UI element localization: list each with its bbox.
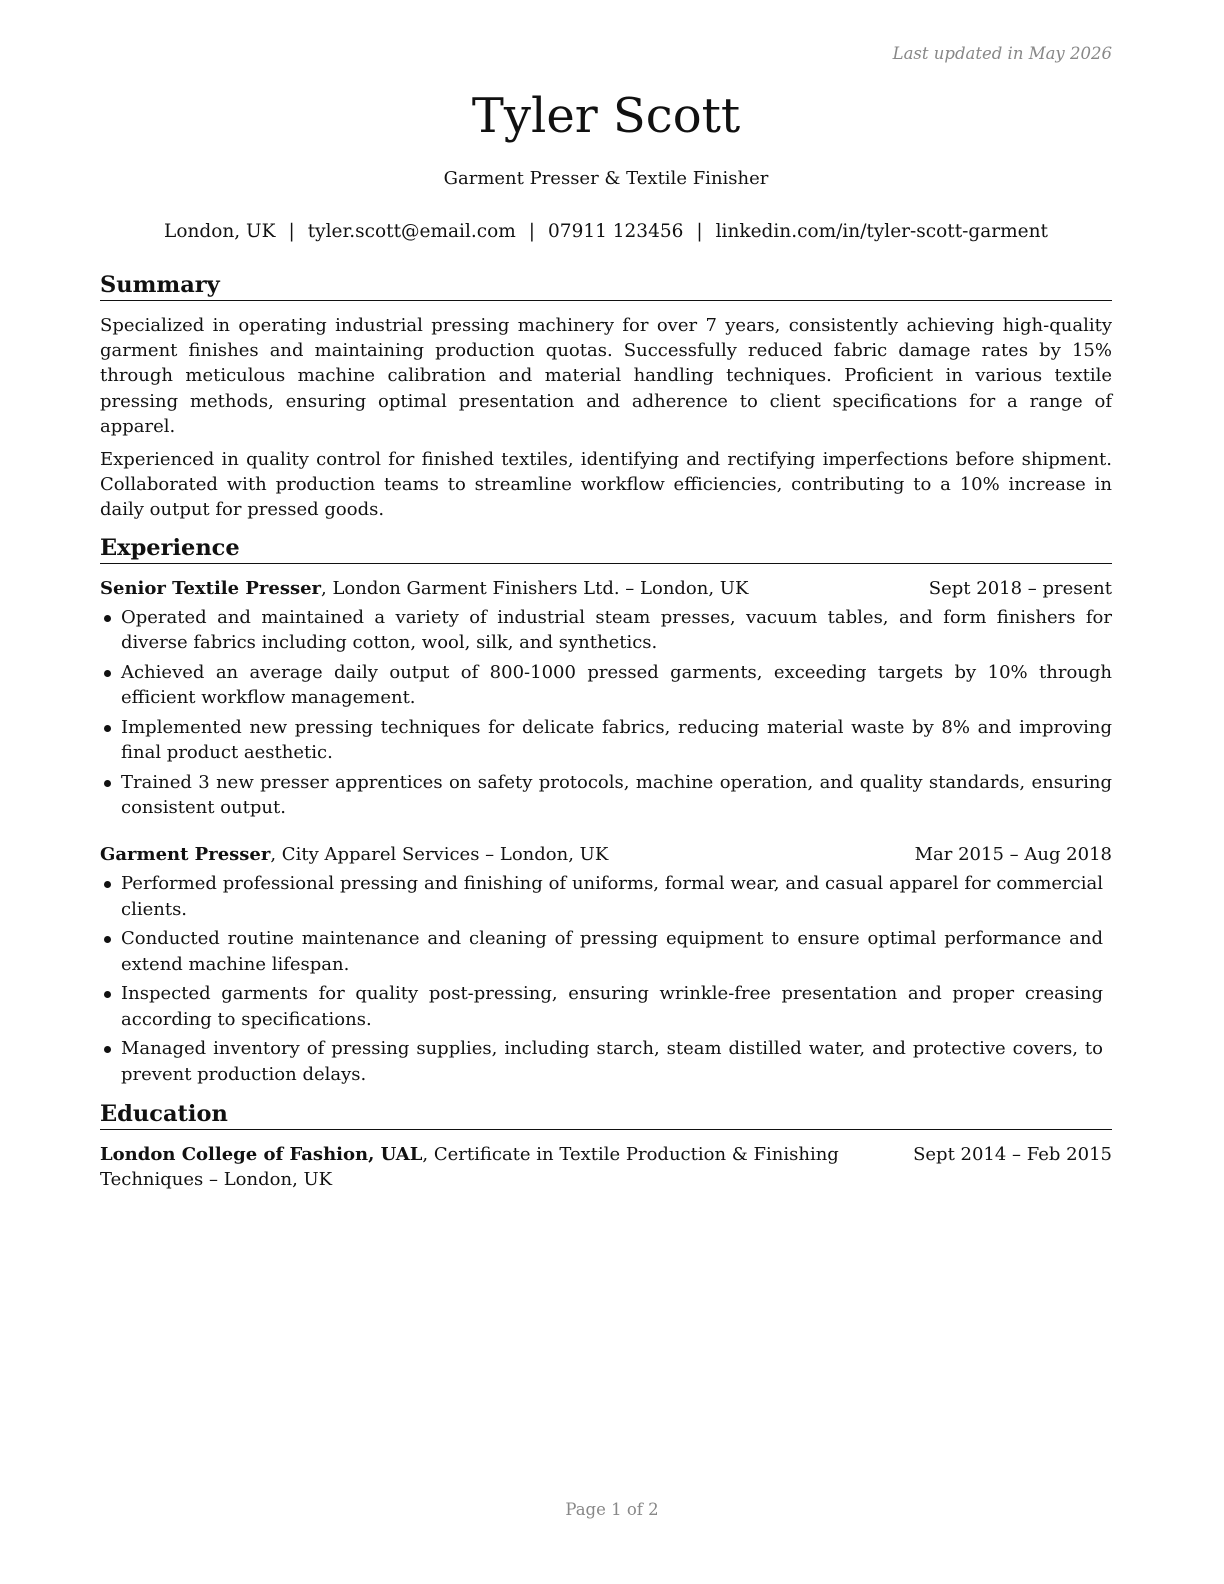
bullet-icon	[104, 881, 111, 888]
summary-paragraph: Specialized in operating industrial pressing machinery for over 7 years, consistently achieving high-quality garment finishes and maintaining production quotas. Successfully reduced fabric damage rates by 15% through meticulous machine calibration and material handling techniques. Proficient in various textile pressing methods, ensuring optimal presentation and adherence to client specifications for a range of apparel.	[100, 315, 1112, 437]
experience-section	[100, 533, 1112, 1087]
bullet-text: Inspected garments for quality post-pressing, ensuring wrinkle-free presentation and proper creasing according to specifications.	[121, 983, 1103, 1030]
contact-separator: |	[288, 221, 295, 242]
job-header	[100, 576, 1112, 601]
list-item	[100, 605, 1112, 655]
job-dates: Mar 2015 – Aug 2018	[914, 844, 1112, 866]
job-title-line	[100, 842, 608, 867]
bullet-text: Managed inventory of pressing supplies, including starch, steam distilled water, and protective covers, to prevent production delays.	[121, 1038, 1103, 1085]
bullet-text: Trained 3 new presser apprentices on safety protocols, machine operation, and quality standards, ensuring consistent output.	[121, 771, 1112, 819]
last-updated-note: Last updated in May 2026	[892, 44, 1112, 63]
bullet-icon	[104, 615, 111, 622]
summary-heading: Summary	[100, 270, 1112, 301]
resume-body	[100, 270, 1112, 1202]
list-item	[100, 770, 1112, 820]
list-item	[100, 981, 1112, 1031]
job-role: Senior Textile Presser	[100, 577, 322, 599]
list-item	[100, 715, 1112, 765]
job-title-tagline: Garment Presser & Textile Finisher	[443, 168, 769, 189]
job-company: , City Apparel Services – London, UK	[270, 844, 609, 866]
bullet-text: Achieved an average daily output of 800-1000 pressed garments, exceeding targets by 10% through efficient workflow management.	[121, 661, 1112, 709]
education-section	[100, 1099, 1112, 1192]
list-item	[100, 871, 1112, 921]
contact-location: London, UK	[164, 221, 276, 242]
job-company: , London Garment Finishers Ltd. – London, UK	[321, 577, 749, 599]
job-role: Garment Presser	[100, 844, 271, 866]
bullet-text: Implemented new pressing techniques for delicate fabrics, reducing material waste by 8% and improving final product aesthetic.	[121, 716, 1112, 764]
experience-heading: Experience	[100, 533, 1112, 564]
summary-paragraph: Experienced in quality control for finished textiles, identifying and rectifying imperfections before shipment. Collaborated with production teams to streamline workflow efficiencies, contributing to a 10% increase in daily output for pressed goods.	[100, 449, 1112, 521]
job-bullet-list	[100, 605, 1112, 820]
bullet-icon	[104, 936, 111, 943]
contact-email[interactable]: tyler.scott@email.com	[307, 221, 516, 242]
contact-linkedin[interactable]: linkedin.com/in/tyler-scott-garment	[715, 221, 1048, 242]
contact-separator: |	[696, 221, 703, 242]
list-item	[100, 660, 1112, 710]
job-header	[100, 842, 1112, 867]
education-entry	[100, 1142, 1112, 1192]
education-dates: Sept 2014 – Feb 2015	[913, 1143, 1112, 1165]
education-heading: Education	[100, 1099, 1112, 1130]
bullet-icon	[104, 670, 111, 677]
summary-section	[100, 270, 1112, 523]
list-item	[100, 926, 1112, 976]
contact-line	[100, 219, 1112, 245]
contact-phone[interactable]: 07911 123456	[548, 221, 684, 242]
education-detail: , Certificate in Textile Production & Finishing Techniques – London, UK	[100, 1143, 839, 1191]
list-item	[100, 1036, 1112, 1086]
page-number: Page 1 of 2	[565, 1500, 659, 1519]
job-dates: Sept 2018 – present	[928, 577, 1112, 599]
contact-separator: |	[528, 221, 536, 242]
bullet-text: Conducted routine maintenance and cleaning of pressing equipment to ensure optimal performance and extend machine lifespan.	[121, 928, 1103, 975]
bullet-icon	[104, 780, 111, 787]
education-line	[100, 1142, 890, 1192]
bullet-icon	[104, 1046, 111, 1053]
bullet-icon	[104, 725, 111, 732]
job-title-line	[100, 576, 748, 601]
job-bullet-list	[100, 871, 1112, 1086]
resume-page	[100, 0, 1112, 1584]
bullet-text: Operated and maintained a variety of industrial steam presses, vacuum tables, and form finishers for diverse fabrics including cotton, wool, silk, and synthetics.	[121, 606, 1112, 654]
education-school: London College of Fashion, UAL	[100, 1143, 423, 1165]
bullet-icon	[104, 991, 111, 998]
bullet-text: Performed professional pressing and finishing of uniforms, formal wear, and casual apparel for commercial clients.	[121, 873, 1103, 920]
candidate-name: Tyler Scott	[471, 88, 741, 144]
